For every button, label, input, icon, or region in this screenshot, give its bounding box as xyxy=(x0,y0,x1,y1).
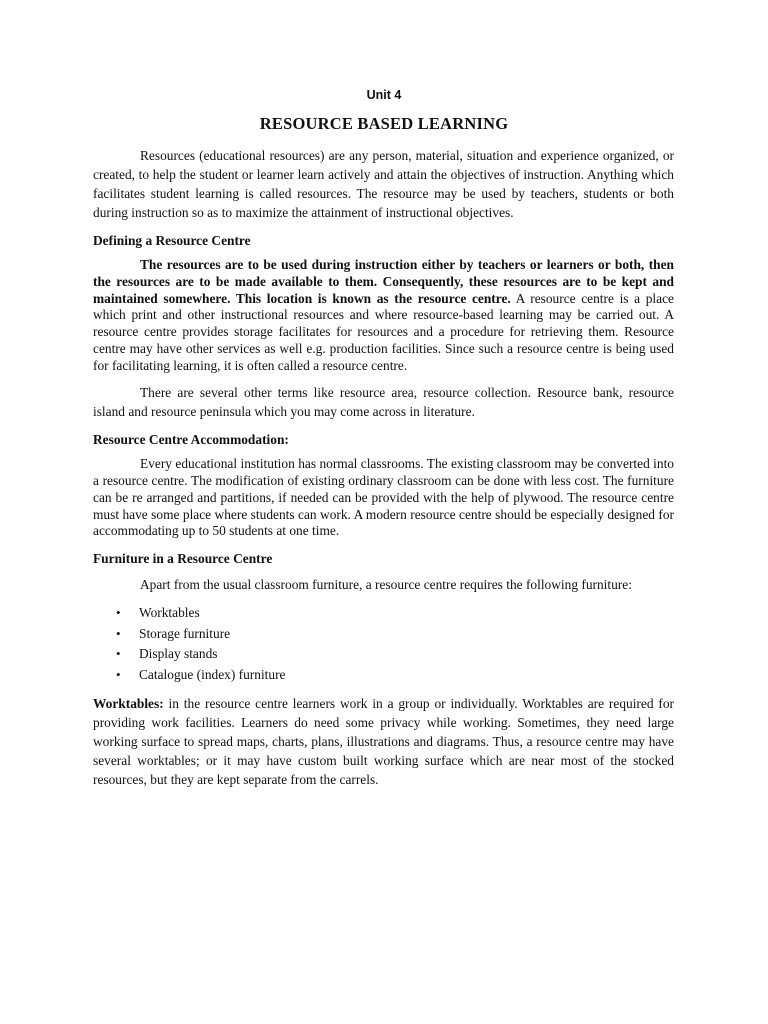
defining-paragraph xyxy=(93,257,674,374)
furniture-list xyxy=(93,603,674,685)
defining-rest-text: A resource centre is a place which print and other instructional resources and where resource-based learning may be carried out. A resource centre provides storage facilitates for resources and a procedure for retrieving them. Resource centre may have other services as well e.g. production facilities. Since such a resource centre is being used for facilitating learning, it is often called a resource centre. xyxy=(93,290,674,373)
worktables-label: Worktables: xyxy=(93,696,164,712)
list-item: • Storage furniture xyxy=(93,624,674,645)
heading-defining-resource-centre: Defining a Resource Centre xyxy=(93,233,251,249)
unit-label: Unit 4 xyxy=(366,88,402,102)
worktables-paragraph xyxy=(93,694,674,789)
other-terms-paragraph: There are several other terms like resource area, resource collection. Resource bank, resource island and resource peninsula which you may come across in literature. xyxy=(93,385,674,420)
furniture-intro-paragraph: Apart from the usual classroom furniture, a resource centre requires the following furniture: xyxy=(140,577,632,592)
accommodation-paragraph: Every educational institution has normal classrooms. The existing classroom may be converted into a resource centre. The modification of existing ordinary classroom can be done with less cost. The furniture can be re arranged and partitions, if needed can be provided with the help of plywood. The resource centre must have some place where students can work. A modern resource centre should be especially designed for accommodating up to 50 students at one time. xyxy=(93,456,674,539)
heading-accommodation: Resource Centre Accommodation: xyxy=(93,432,289,448)
list-item: • Display stands xyxy=(93,644,674,665)
list-item: • Catalogue (index) furniture xyxy=(93,665,674,686)
heading-furniture: Furniture in a Resource Centre xyxy=(93,551,273,566)
document-body xyxy=(93,146,674,799)
defining-bold-text: The resources are to be used during instruction either by teachers or learners or both, then the resources are to be made available to them. Consequently, these resources are to be kept and maintained somewhere. This location is known as the resource centre. xyxy=(93,257,674,306)
page-title: RESOURCE BASED LEARNING xyxy=(259,114,509,133)
intro-paragraph: Resources (educational resources) are any person, material, situation and experience organized, or created, to help the student or learner learn actively and attain the objectives of instruction. Anything which facilitates student learning is called resources. The resource may be used by teachers, students or both during instruction so as to maximize the attainment of instructional objectives. xyxy=(93,148,674,221)
list-item: • Worktables xyxy=(93,603,674,624)
worktables-text: in the resource centre learners work in a group or individually. Worktables are required for providing work facilities. Learners do need some privacy while working. Sometimes, they need large working surface to spread maps, charts, plans, illustrations and diagrams. Thus, a resource centre may have several worktables; or it may have custom built working surface which are near most of the stocked resources, but they are kept separate from the carrels. xyxy=(93,696,674,788)
